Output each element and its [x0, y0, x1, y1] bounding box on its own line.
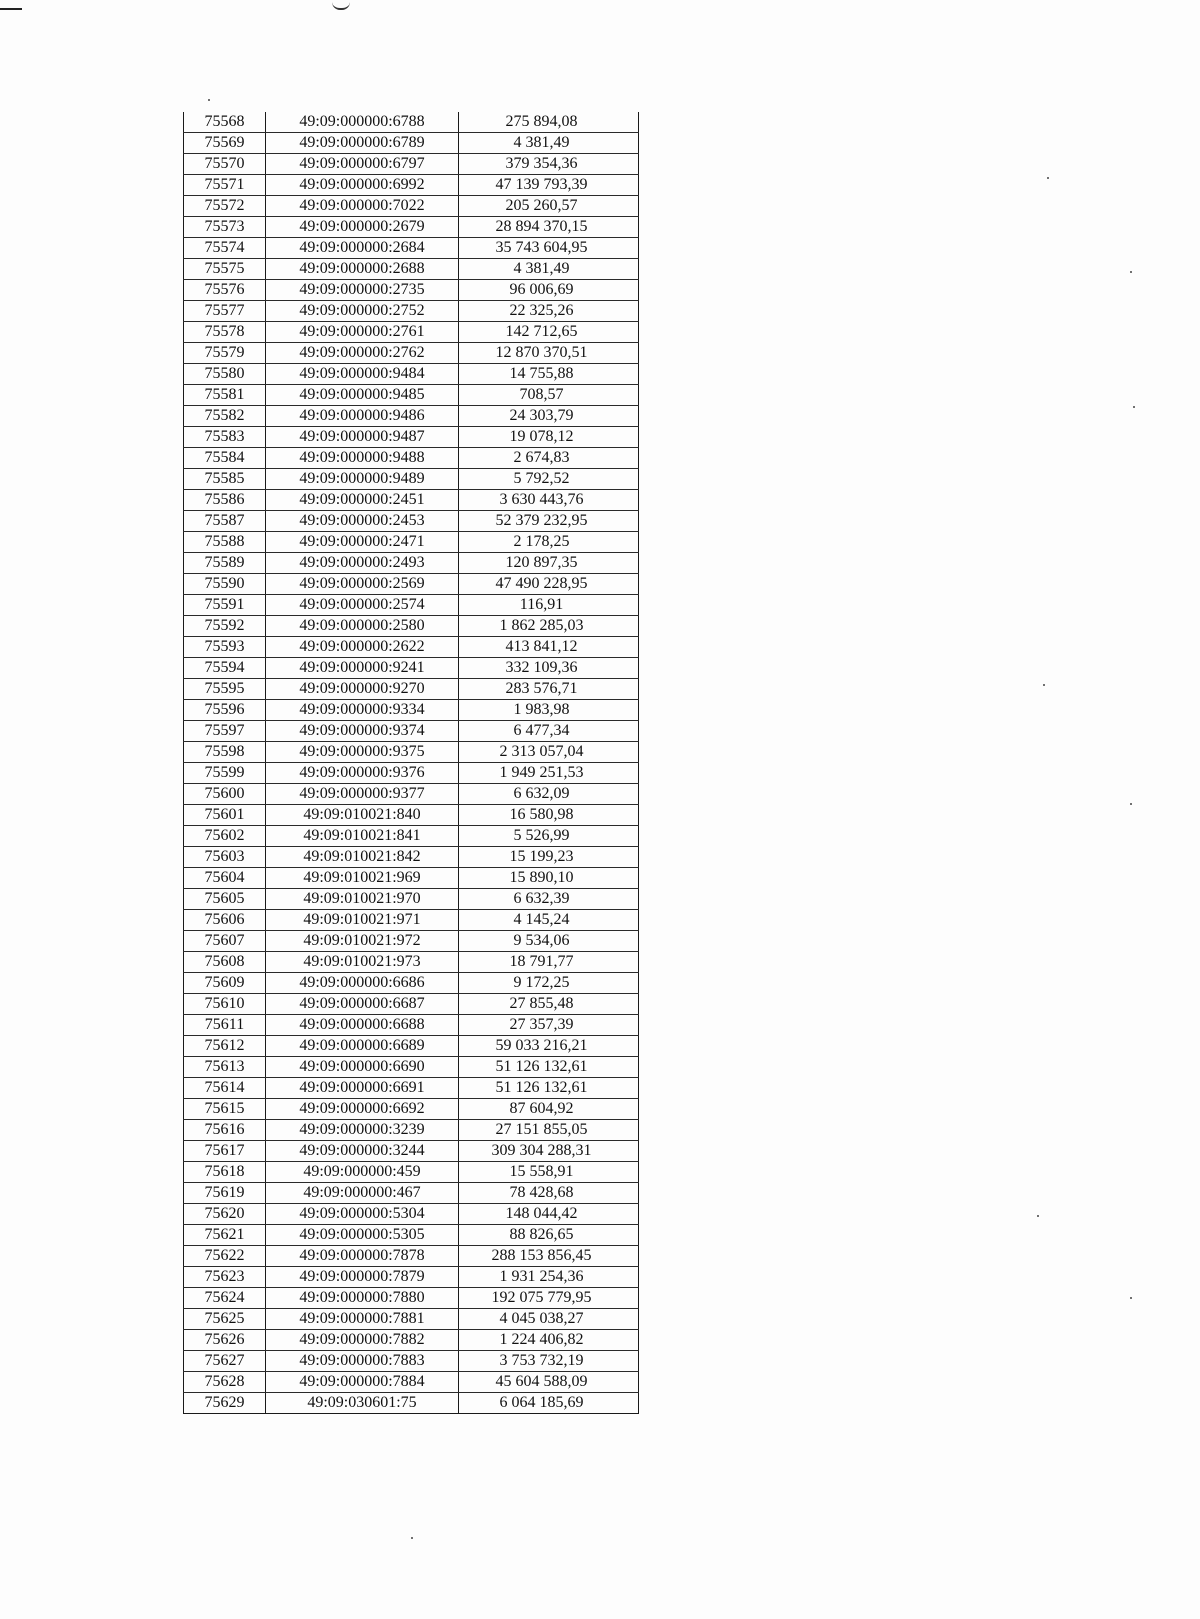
table-row: [184, 763, 639, 784]
table-row: [184, 532, 639, 553]
cadastral-number-cell: 49:09:000000:2688: [266, 259, 459, 280]
table-row: [184, 1015, 639, 1036]
cadastral-number-cell: 49:09:000000:9486: [266, 406, 459, 427]
table-row: [184, 511, 639, 532]
scan-speck: [411, 1537, 413, 1539]
cadastral-value-cell: 9 534,06: [459, 931, 639, 952]
cadastral-number-cell: 49:09:000000:2761: [266, 322, 459, 343]
cadastral-value-cell: 18 791,77: [459, 952, 639, 973]
row-number-cell: 75575: [184, 259, 266, 280]
cadastral-value-cell: 3 630 443,76: [459, 490, 639, 511]
cadastral-number-cell: 49:09:000000:2493: [266, 553, 459, 574]
row-number-cell: 75596: [184, 700, 266, 721]
row-number-cell: 75570: [184, 154, 266, 175]
table-row: [184, 1078, 639, 1099]
table-row: [184, 385, 639, 406]
cadastral-value-cell: 1 983,98: [459, 700, 639, 721]
table-row: [184, 490, 639, 511]
cadastral-value-cell: 192 075 779,95: [459, 1288, 639, 1309]
table-row: [184, 1309, 639, 1330]
row-number-cell: 75618: [184, 1162, 266, 1183]
cadastral-number-cell: 49:09:030601:75: [266, 1393, 459, 1414]
row-number-cell: 75576: [184, 280, 266, 301]
cadastral-number-cell: 49:09:000000:6992: [266, 175, 459, 196]
cadastral-number-cell: 49:09:010021:840: [266, 805, 459, 826]
row-number-cell: 75607: [184, 931, 266, 952]
table-row: [184, 742, 639, 763]
table-body: [184, 112, 639, 1414]
cadastral-value-cell: 379 354,36: [459, 154, 639, 175]
row-number-cell: 75604: [184, 868, 266, 889]
table-row: [184, 364, 639, 385]
scan-speck: [1133, 406, 1135, 408]
cadastral-value-cell: 413 841,12: [459, 637, 639, 658]
cadastral-number-cell: 49:09:000000:2679: [266, 217, 459, 238]
row-number-cell: 75608: [184, 952, 266, 973]
row-number-cell: 75594: [184, 658, 266, 679]
cadastral-number-cell: 49:09:000000:6788: [266, 112, 459, 133]
cadastral-number-cell: 49:09:010021:969: [266, 868, 459, 889]
row-number-cell: 75612: [184, 1036, 266, 1057]
row-number-cell: 75610: [184, 994, 266, 1015]
cadastral-number-cell: 49:09:000000:7884: [266, 1372, 459, 1393]
cadastral-number-cell: 49:09:000000:7879: [266, 1267, 459, 1288]
scan-speck: [1043, 684, 1045, 686]
table-row: [184, 133, 639, 154]
row-number-cell: 75619: [184, 1183, 266, 1204]
row-number-cell: 75614: [184, 1078, 266, 1099]
cadastral-value-cell: 47 139 793,39: [459, 175, 639, 196]
scan-speck: [1130, 803, 1132, 805]
row-number-cell: 75588: [184, 532, 266, 553]
cadastral-value-cell: 6 632,39: [459, 889, 639, 910]
table-row: [184, 553, 639, 574]
table-row: [184, 1372, 639, 1393]
row-number-cell: 75597: [184, 721, 266, 742]
cadastral-number-cell: 49:09:010021:972: [266, 931, 459, 952]
cadastral-number-cell: 49:09:000000:7882: [266, 1330, 459, 1351]
table-row: [184, 784, 639, 805]
cadastral-value-cell: 5 792,52: [459, 469, 639, 490]
cadastral-number-cell: 49:09:000000:9484: [266, 364, 459, 385]
row-number-cell: 75572: [184, 196, 266, 217]
cadastral-number-cell: 49:09:000000:2580: [266, 616, 459, 637]
row-number-cell: 75592: [184, 616, 266, 637]
cadastral-value-cell: 5 526,99: [459, 826, 639, 847]
cadastral-number-cell: 49:09:000000:7022: [266, 196, 459, 217]
row-number-cell: 75613: [184, 1057, 266, 1078]
row-number-cell: 75587: [184, 511, 266, 532]
row-number-cell: 75574: [184, 238, 266, 259]
row-number-cell: 75629: [184, 1393, 266, 1414]
cadastral-value-cell: 78 428,68: [459, 1183, 639, 1204]
row-number-cell: 75626: [184, 1330, 266, 1351]
table-row: [184, 238, 639, 259]
cadastral-number-cell: 49:09:000000:3244: [266, 1141, 459, 1162]
scan-speck: [1130, 271, 1132, 273]
cadastral-number-cell: 49:09:000000:6789: [266, 133, 459, 154]
scan-speck: [1037, 1215, 1039, 1217]
table-row: [184, 112, 639, 133]
row-number-cell: 75627: [184, 1351, 266, 1372]
table-row: [184, 1057, 639, 1078]
table-row: [184, 910, 639, 931]
table-row: [184, 259, 639, 280]
cadastral-value-cell: 2 313 057,04: [459, 742, 639, 763]
table-row: [184, 280, 639, 301]
cadastral-number-cell: 49:09:010021:970: [266, 889, 459, 910]
cadastral-number-cell: 49:09:000000:6688: [266, 1015, 459, 1036]
scan-speck: [208, 99, 210, 101]
cadastral-number-cell: 49:09:000000:7878: [266, 1246, 459, 1267]
row-number-cell: 75617: [184, 1141, 266, 1162]
cadastral-value-cell: 3 753 732,19: [459, 1351, 639, 1372]
cadastral-number-cell: 49:09:010021:841: [266, 826, 459, 847]
cadastral-number-cell: 49:09:000000:5305: [266, 1225, 459, 1246]
table-row: [184, 868, 639, 889]
cadastral-value-table-wrapper: [183, 112, 638, 1414]
table-row: [184, 154, 639, 175]
cadastral-value-cell: 4 381,49: [459, 133, 639, 154]
cadastral-value-cell: 22 325,26: [459, 301, 639, 322]
cadastral-value-cell: 332 109,36: [459, 658, 639, 679]
row-number-cell: 75584: [184, 448, 266, 469]
cadastral-number-cell: 49:09:000000:5304: [266, 1204, 459, 1225]
row-number-cell: 75624: [184, 1288, 266, 1309]
row-number-cell: 75571: [184, 175, 266, 196]
table-row: [184, 889, 639, 910]
cadastral-value-cell: 309 304 288,31: [459, 1141, 639, 1162]
cadastral-value-cell: 4 145,24: [459, 910, 639, 931]
table-row: [184, 1204, 639, 1225]
row-number-cell: 75598: [184, 742, 266, 763]
table-row: [184, 322, 639, 343]
cadastral-number-cell: 49:09:000000:9489: [266, 469, 459, 490]
scan-speck: [1130, 1297, 1132, 1299]
row-number-cell: 75578: [184, 322, 266, 343]
cadastral-value-cell: 275 894,08: [459, 112, 639, 133]
table-row: [184, 217, 639, 238]
cadastral-number-cell: 49:09:010021:842: [266, 847, 459, 868]
table-row: [184, 1225, 639, 1246]
table-row: [184, 658, 639, 679]
cadastral-number-cell: 49:09:000000:7881: [266, 1309, 459, 1330]
table-row: [184, 1246, 639, 1267]
cadastral-number-cell: 49:09:000000:2569: [266, 574, 459, 595]
cadastral-number-cell: 49:09:000000:2622: [266, 637, 459, 658]
cadastral-value-cell: 116,91: [459, 595, 639, 616]
row-number-cell: 75593: [184, 637, 266, 658]
table-row: [184, 805, 639, 826]
row-number-cell: 75625: [184, 1309, 266, 1330]
row-number-cell: 75579: [184, 343, 266, 364]
table-row: [184, 1288, 639, 1309]
row-number-cell: 75620: [184, 1204, 266, 1225]
table-row: [184, 448, 639, 469]
row-number-cell: 75589: [184, 553, 266, 574]
cadastral-value-cell: 1 949 251,53: [459, 763, 639, 784]
row-number-cell: 75583: [184, 427, 266, 448]
cadastral-number-cell: 49:09:000000:9374: [266, 721, 459, 742]
row-number-cell: 75590: [184, 574, 266, 595]
row-number-cell: 75585: [184, 469, 266, 490]
cadastral-value-cell: 59 033 216,21: [459, 1036, 639, 1057]
table-row: [184, 1393, 639, 1414]
row-number-cell: 75622: [184, 1246, 266, 1267]
cadastral-number-cell: 49:09:000000:9488: [266, 448, 459, 469]
cadastral-value-cell: 87 604,92: [459, 1099, 639, 1120]
table-row: [184, 196, 639, 217]
cadastral-number-cell: 49:09:000000:459: [266, 1162, 459, 1183]
row-number-cell: 75582: [184, 406, 266, 427]
cadastral-value-cell: 6 064 185,69: [459, 1393, 639, 1414]
scan-artifact-mark: [332, 2, 350, 10]
cadastral-number-cell: 49:09:000000:9376: [266, 763, 459, 784]
row-number-cell: 75580: [184, 364, 266, 385]
cadastral-value-cell: 27 855,48: [459, 994, 639, 1015]
row-number-cell: 75609: [184, 973, 266, 994]
cadastral-value-cell: 1 224 406,82: [459, 1330, 639, 1351]
cadastral-value-cell: 27 151 855,05: [459, 1120, 639, 1141]
table-row: [184, 1141, 639, 1162]
row-number-cell: 75615: [184, 1099, 266, 1120]
cadastral-value-cell: 12 870 370,51: [459, 343, 639, 364]
cadastral-value-cell: 88 826,65: [459, 1225, 639, 1246]
row-number-cell: 75573: [184, 217, 266, 238]
cadastral-number-cell: 49:09:000000:6689: [266, 1036, 459, 1057]
cadastral-value-cell: 6 632,09: [459, 784, 639, 805]
scan-speck: [1047, 177, 1049, 179]
table-row: [184, 826, 639, 847]
cadastral-number-cell: 49:09:000000:2471: [266, 532, 459, 553]
row-number-cell: 75577: [184, 301, 266, 322]
cadastral-number-cell: 49:09:000000:6691: [266, 1078, 459, 1099]
cadastral-number-cell: 49:09:000000:2752: [266, 301, 459, 322]
table-row: [184, 427, 639, 448]
cadastral-value-cell: 51 126 132,61: [459, 1057, 639, 1078]
cadastral-value-cell: 14 755,88: [459, 364, 639, 385]
cadastral-value-cell: 1 931 254,36: [459, 1267, 639, 1288]
row-number-cell: 75591: [184, 595, 266, 616]
cadastral-number-cell: 49:09:010021:973: [266, 952, 459, 973]
cadastral-value-cell: 283 576,71: [459, 679, 639, 700]
table-row: [184, 931, 639, 952]
cadastral-number-cell: 49:09:000000:2735: [266, 280, 459, 301]
cadastral-value-cell: 2 178,25: [459, 532, 639, 553]
row-number-cell: 75595: [184, 679, 266, 700]
cadastral-value-cell: 96 006,69: [459, 280, 639, 301]
table-row: [184, 847, 639, 868]
table-row: [184, 616, 639, 637]
cadastral-number-cell: 49:09:000000:9485: [266, 385, 459, 406]
cadastral-number-cell: 49:09:000000:9270: [266, 679, 459, 700]
cadastral-number-cell: 49:09:000000:9377: [266, 784, 459, 805]
table-row: [184, 574, 639, 595]
table-row: [184, 637, 639, 658]
row-number-cell: 75611: [184, 1015, 266, 1036]
cadastral-value-cell: 6 477,34: [459, 721, 639, 742]
table-row: [184, 973, 639, 994]
cadastral-value-cell: 27 357,39: [459, 1015, 639, 1036]
cadastral-value-cell: 205 260,57: [459, 196, 639, 217]
table-row: [184, 175, 639, 196]
cadastral-value-cell: 16 580,98: [459, 805, 639, 826]
cadastral-value-cell: 52 379 232,95: [459, 511, 639, 532]
row-number-cell: 75606: [184, 910, 266, 931]
table-row: [184, 1036, 639, 1057]
table-row: [184, 595, 639, 616]
row-number-cell: 75628: [184, 1372, 266, 1393]
table-row: [184, 1099, 639, 1120]
table-row: [184, 700, 639, 721]
table-row: [184, 994, 639, 1015]
cadastral-value-cell: 708,57: [459, 385, 639, 406]
cadastral-value-cell: 4 381,49: [459, 259, 639, 280]
cadastral-number-cell: 49:09:000000:6692: [266, 1099, 459, 1120]
cadastral-number-cell: 49:09:000000:7880: [266, 1288, 459, 1309]
cadastral-number-cell: 49:09:000000:467: [266, 1183, 459, 1204]
table-row: [184, 343, 639, 364]
cadastral-value-table: [183, 112, 639, 1414]
cadastral-number-cell: 49:09:000000:6797: [266, 154, 459, 175]
cadastral-value-cell: 47 490 228,95: [459, 574, 639, 595]
cadastral-value-cell: 1 862 285,03: [459, 616, 639, 637]
row-number-cell: 75623: [184, 1267, 266, 1288]
table-row: [184, 1162, 639, 1183]
table-row: [184, 1183, 639, 1204]
cadastral-value-cell: 2 674,83: [459, 448, 639, 469]
cadastral-number-cell: 49:09:000000:2451: [266, 490, 459, 511]
row-number-cell: 75602: [184, 826, 266, 847]
cadastral-value-cell: 120 897,35: [459, 553, 639, 574]
cadastral-number-cell: 49:09:000000:3239: [266, 1120, 459, 1141]
table-row: [184, 1351, 639, 1372]
cadastral-number-cell: 49:09:000000:2762: [266, 343, 459, 364]
row-number-cell: 75599: [184, 763, 266, 784]
table-row: [184, 952, 639, 973]
row-number-cell: 75586: [184, 490, 266, 511]
cadastral-value-cell: 15 199,23: [459, 847, 639, 868]
scan-artifact-line: [0, 8, 22, 10]
row-number-cell: 75568: [184, 112, 266, 133]
cadastral-number-cell: 49:09:000000:2574: [266, 595, 459, 616]
cadastral-number-cell: 49:09:000000:9334: [266, 700, 459, 721]
cadastral-number-cell: 49:09:000000:2453: [266, 511, 459, 532]
cadastral-value-cell: 148 044,42: [459, 1204, 639, 1225]
cadastral-number-cell: 49:09:000000:9487: [266, 427, 459, 448]
table-row: [184, 1330, 639, 1351]
table-row: [184, 1120, 639, 1141]
cadastral-value-cell: 4 045 038,27: [459, 1309, 639, 1330]
cadastral-number-cell: 49:09:010021:971: [266, 910, 459, 931]
cadastral-value-cell: 35 743 604,95: [459, 238, 639, 259]
table-row: [184, 469, 639, 490]
table-row: [184, 1267, 639, 1288]
table-row: [184, 679, 639, 700]
cadastral-number-cell: 49:09:000000:6687: [266, 994, 459, 1015]
cadastral-value-cell: 24 303,79: [459, 406, 639, 427]
cadastral-value-cell: 51 126 132,61: [459, 1078, 639, 1099]
row-number-cell: 75605: [184, 889, 266, 910]
cadastral-number-cell: 49:09:000000:6690: [266, 1057, 459, 1078]
cadastral-value-cell: 15 890,10: [459, 868, 639, 889]
cadastral-value-cell: 142 712,65: [459, 322, 639, 343]
row-number-cell: 75569: [184, 133, 266, 154]
row-number-cell: 75621: [184, 1225, 266, 1246]
row-number-cell: 75581: [184, 385, 266, 406]
cadastral-value-cell: 15 558,91: [459, 1162, 639, 1183]
cadastral-number-cell: 49:09:000000:6686: [266, 973, 459, 994]
cadastral-value-cell: 288 153 856,45: [459, 1246, 639, 1267]
cadastral-value-cell: 45 604 588,09: [459, 1372, 639, 1393]
cadastral-number-cell: 49:09:000000:7883: [266, 1351, 459, 1372]
cadastral-value-cell: 19 078,12: [459, 427, 639, 448]
table-row: [184, 721, 639, 742]
row-number-cell: 75616: [184, 1120, 266, 1141]
table-row: [184, 301, 639, 322]
row-number-cell: 75601: [184, 805, 266, 826]
cadastral-number-cell: 49:09:000000:9375: [266, 742, 459, 763]
table-row: [184, 406, 639, 427]
cadastral-number-cell: 49:09:000000:2684: [266, 238, 459, 259]
cadastral-value-cell: 9 172,25: [459, 973, 639, 994]
row-number-cell: 75600: [184, 784, 266, 805]
cadastral-number-cell: 49:09:000000:9241: [266, 658, 459, 679]
cadastral-value-cell: 28 894 370,15: [459, 217, 639, 238]
row-number-cell: 75603: [184, 847, 266, 868]
